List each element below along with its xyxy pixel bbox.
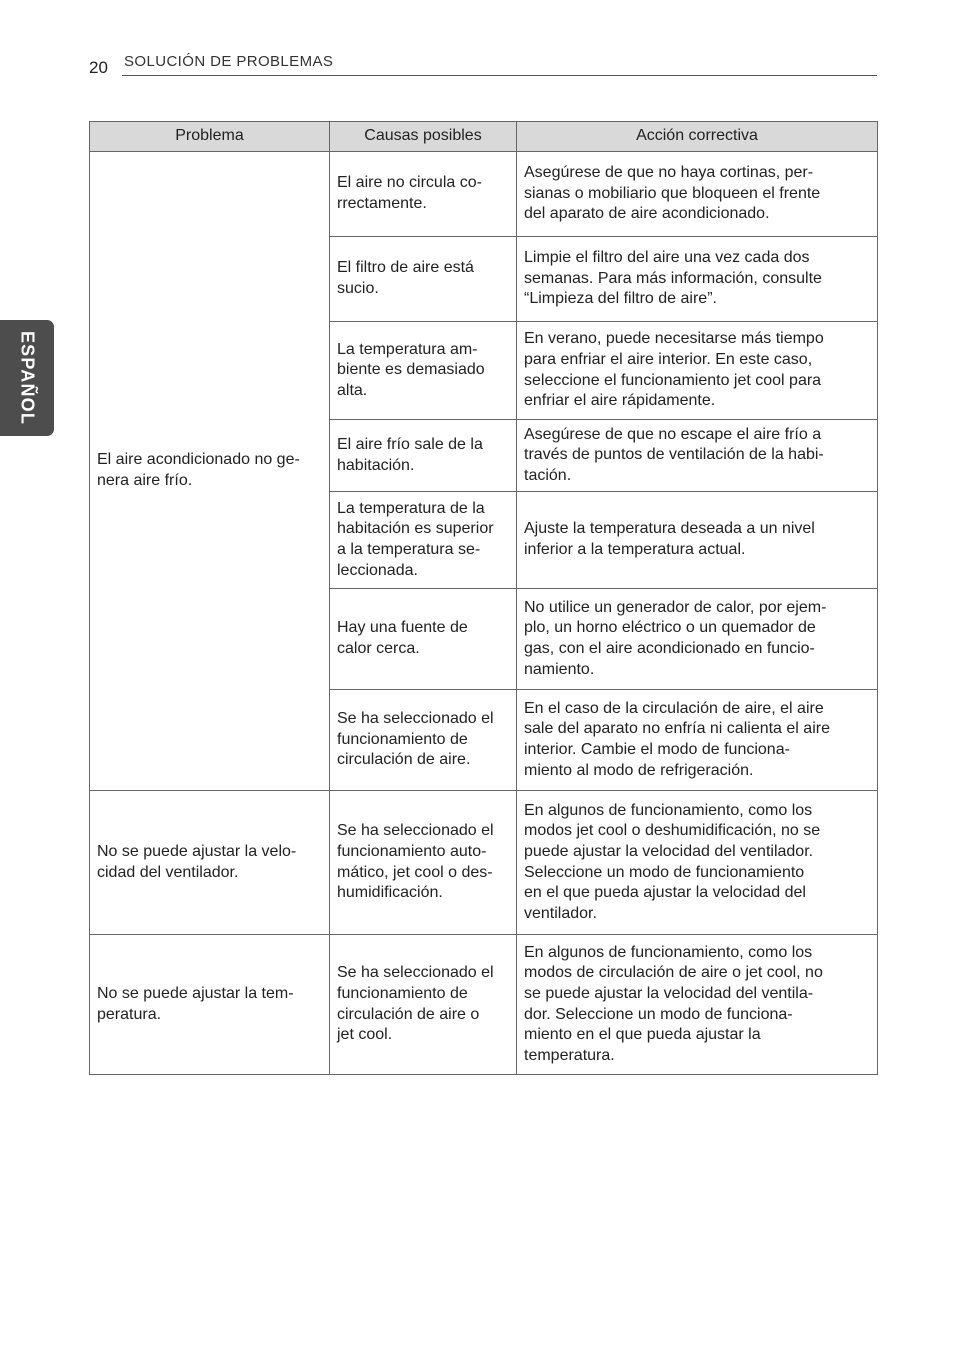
problem-cell: El aire acondicionado no ge- nera aire frío.: [90, 152, 330, 791]
cause-cell: El aire frío sale de la habitación.: [330, 420, 517, 492]
language-tab-label: ESPAÑOL: [17, 330, 38, 426]
column-header-causes: Causas posibles: [330, 122, 517, 152]
cause-cell: Se ha seleccionado el funcionamiento de circulación de aire o jet cool.: [330, 935, 517, 1075]
troubleshooting-table: [89, 121, 878, 1075]
cause-cell: Hay una fuente de calor cerca.: [330, 589, 517, 690]
cause-cell: Se ha seleccionado el funcionamiento auto- mático, jet cool o des- humidificación.: [330, 791, 517, 935]
header-rule: [122, 75, 877, 76]
action-cell: Limpie el filtro del aire una vez cada dos semanas. Para más información, consulte “Limpieza del filtro de aire”.: [517, 237, 878, 322]
page-number: 20: [89, 58, 108, 77]
section-title: SOLUCIÓN DE PROBLEMAS: [124, 53, 334, 70]
table-row: [90, 152, 878, 237]
cause-cell: La temperatura de la habitación es superior a la temperatura se- leccionada.: [330, 492, 517, 589]
action-cell: No utilice un generador de calor, por ejem- plo, un horno eléctrico o un quemador de gas, con el aire acondicionado en funcio- namiento.: [517, 589, 878, 690]
cause-cell: Se ha seleccionado el funcionamiento de circulación de aire.: [330, 690, 517, 791]
table-header-row: [90, 122, 878, 152]
action-cell: Ajuste la temperatura deseada a un nivel inferior a la temperatura actual.: [517, 492, 878, 589]
action-cell: Asegúrese de que no escape el aire frío a través de puntos de ventilación de la habi- tación.: [517, 420, 878, 492]
cause-cell: El aire no circula co- rrectamente.: [330, 152, 517, 237]
language-tab: [0, 320, 54, 436]
action-cell: Asegúrese de que no haya cortinas, per- sianas o mobiliario que bloqueen el frente del aparato de aire acondicionado.: [517, 152, 878, 237]
action-cell: En algunos de funcionamiento, como los modos de circulación de aire o jet cool, no se puede ajustar la velocidad del ventila- dor. Seleccione un modo de funciona- miento en el que pueda ajustar la temperatura.: [517, 935, 878, 1075]
column-header-action: Acción correctiva: [517, 122, 878, 152]
problem-cell: No se puede ajustar la velo- cidad del ventilador.: [90, 791, 330, 935]
action-cell: En algunos de funcionamiento, como los modos jet cool o deshumidificación, no se puede ajustar la velocidad del ventilador. Seleccione un modo de funcionamiento en el que pueda ajustar la velocidad del ventilador.: [517, 791, 878, 935]
problem-cell: No se puede ajustar la tem- peratura.: [90, 935, 330, 1075]
column-header-problem: Problema: [90, 122, 330, 152]
cause-cell: El filtro de aire está sucio.: [330, 237, 517, 322]
cause-cell: La temperatura am- biente es demasiado alta.: [330, 322, 517, 420]
table-row: [90, 791, 878, 935]
table-row: [90, 935, 878, 1075]
action-cell: En verano, puede necesitarse más tiempo para enfriar el aire interior. En este caso, seleccione el funcionamiento jet cool para enfriar el aire rápidamente.: [517, 322, 878, 420]
action-cell: En el caso de la circulación de aire, el aire sale del aparato no enfría ni calienta el aire interior. Cambie el modo de funciona- miento al modo de refrigeración.: [517, 690, 878, 791]
